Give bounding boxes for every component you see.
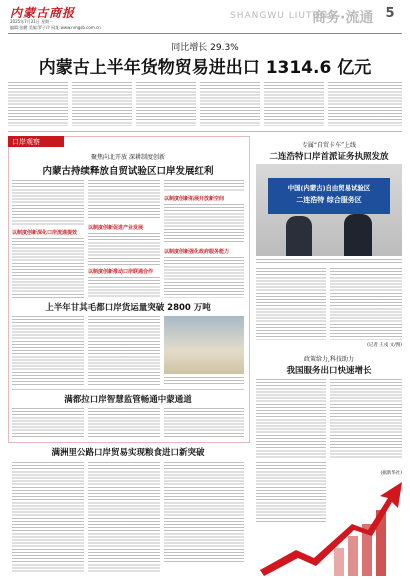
right-story-caption: [256, 259, 402, 265]
masthead-logo: 内蒙古商报: [10, 6, 76, 20]
feature-body-col-3c: [164, 257, 244, 298]
photo-person-right: [344, 214, 372, 256]
feature-body-col-1: [12, 180, 84, 226]
story-ganqimaodu-caption: [164, 377, 244, 386]
masthead-rule: [8, 33, 402, 34]
feature-headline: 内蒙古持续释放自贸试验区口岸发展红利: [42, 166, 214, 177]
photo-sign-text-2: 二连浩特 综合服务区: [296, 196, 362, 204]
section-title: 商务·流通: [312, 10, 374, 26]
lead-kicker: 同比增长 29.3%: [171, 43, 239, 53]
story-grain-col-3: [164, 462, 244, 562]
section-pinyin: SHANGWU LIUTONG: [230, 11, 337, 21]
lead-body-col-5: [264, 82, 324, 126]
story-grain-col-1: [12, 462, 84, 572]
lead-body-col-2: [72, 82, 132, 126]
feature-rule: [12, 389, 244, 390]
lead-body-col-6: [328, 82, 402, 126]
feature-subhead-4: 以制度创新拓展开放新空间: [164, 196, 225, 202]
masthead-date: 2025年7月21日 星期一: [10, 19, 54, 24]
story-mandula-col-3: [164, 408, 244, 438]
story-mandula-col-2: [88, 408, 160, 438]
right-story2-byline: (据新华社): [380, 471, 402, 476]
story-mandula-headline: 满都拉口岸智慧监管畅通中蒙通道: [64, 395, 192, 405]
right-story2-col-2: [330, 379, 402, 459]
feature-body-col-2c: [88, 277, 160, 298]
photo-person-left: [286, 216, 312, 256]
right-story-kicker: 专属“自贸卡车”上线: [301, 142, 357, 149]
feature-body-col-2b: [88, 233, 160, 265]
growth-arrow-illustration: [256, 478, 406, 576]
story-ganqimaodu-col-2: [88, 316, 160, 386]
lead-rule: [8, 131, 402, 132]
right-story-headline: 二连浩特口岸首派证务执照发放: [269, 152, 389, 162]
right-story-col-1: [256, 268, 326, 340]
right-story2-kicker: 政策给力,科技助力: [304, 356, 354, 363]
growth-bar: [334, 548, 344, 576]
feature-subhead-2: 以制度创新促进产业发展: [88, 225, 144, 231]
page-number: 5: [385, 6, 395, 21]
masthead-edit: 编辑:张鹏 美编:罗子玲 网址:www.nmgsb.com.cn: [10, 25, 101, 30]
lead-body-col-4: [200, 82, 260, 126]
story-grain-headline: 满洲里公路口岸贸易实现粮食进口新突破: [51, 448, 205, 458]
masthead: [0, 0, 410, 38]
right-story2-col-1: [256, 379, 326, 459]
lead-headline: 内蒙古上半年货物贸易进出口 1314.6 亿元: [38, 58, 372, 78]
feature-tag: 口岸观察: [12, 138, 40, 146]
feature-subhead-1: 以制度创新深化口岸流通提效: [12, 230, 78, 236]
right-story-photo: [256, 164, 402, 256]
story-mandula-col-1: [12, 408, 84, 438]
story-ganqimaodu-col-1: [12, 316, 84, 386]
story-grain-col-2: [88, 462, 160, 572]
right-story-byline: (记者 王戎 文/图): [367, 343, 402, 348]
feature-body-col-2: [88, 180, 160, 220]
right-story-col-2: [330, 268, 402, 340]
feature-body-col-1b: [12, 238, 84, 298]
feature-kicker: 聚焦向北开放 深耕制度创新: [91, 154, 165, 161]
story-ganqimaodu-photo: [164, 316, 244, 374]
lead-body-col-1: [8, 82, 68, 126]
photo-sign-text: 中国(内蒙古)自由贸易试验区: [287, 184, 371, 192]
feature-body-col-3b: [164, 204, 244, 244]
right-story2-headline: 我国服务出口快速增长: [286, 366, 372, 376]
lead-body-col-3: [136, 82, 196, 126]
feature-body-col-3: [164, 180, 244, 192]
story-ganqimaodu-headline: 上半年甘其毛都口岸货运量突破 2800 万吨: [45, 303, 211, 313]
feature-subhead-3: 以制度创新推动口岸联通合作: [88, 269, 154, 275]
feature-subhead-5: 以制度创新强化政府服务能力: [164, 249, 230, 255]
growth-bar: [348, 536, 358, 576]
